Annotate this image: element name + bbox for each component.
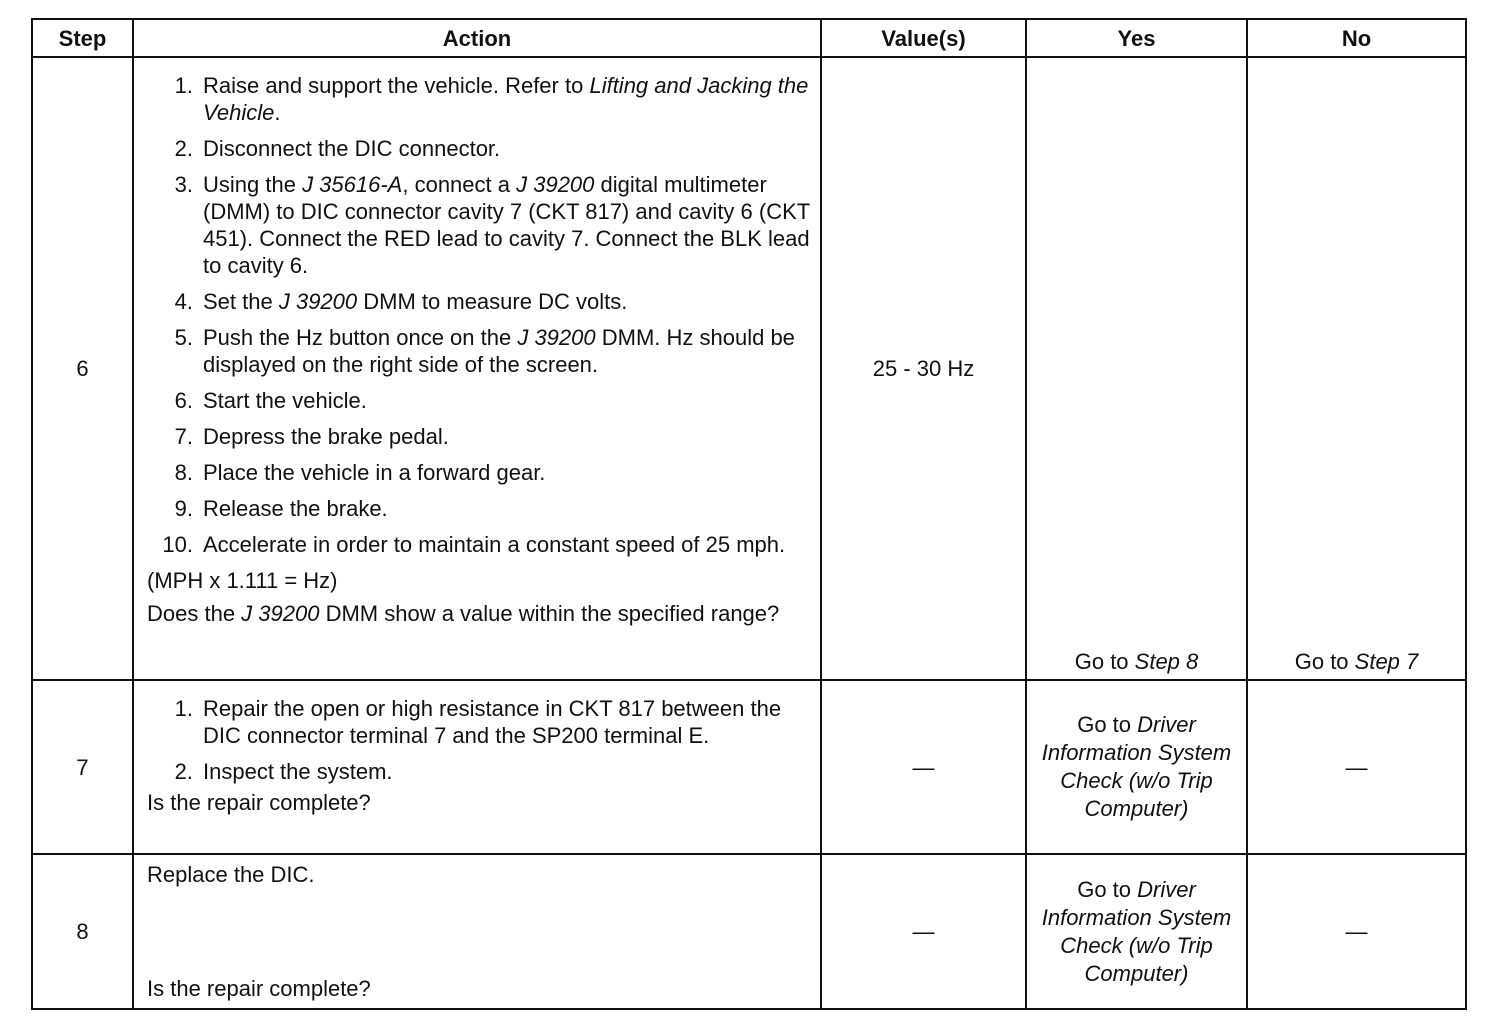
yes-prefix: Go to [1077, 712, 1138, 737]
no-prefix: Go to [1294, 649, 1355, 674]
question-part: DMM show a value within the specified range? [319, 601, 780, 626]
list-item [147, 695, 810, 749]
item-text [203, 324, 810, 378]
item-number: 1. [174, 696, 193, 721]
item-text: Start the vehicle. [203, 388, 367, 413]
item-number: 7. [174, 424, 193, 449]
list-item [147, 135, 810, 162]
action-cell [133, 854, 821, 1009]
item-text: Repair the open or high resistance in CKT 817 between the DIC connector terminal 7 and the SP200 terminal E. [203, 696, 782, 748]
list-item [147, 72, 810, 126]
item-text: Inspect the system. [203, 759, 393, 784]
question-part: Does the [147, 601, 242, 626]
item-text: Release the brake. [203, 496, 388, 521]
step-number: 8 [32, 854, 133, 1009]
yes-cell [1026, 680, 1247, 854]
question-text: Is the repair complete? [147, 790, 371, 815]
action-cell [133, 57, 821, 680]
item-text-part: , connect a [402, 172, 517, 197]
item-text: Accelerate in order to maintain a constant speed of 25 mph. [203, 532, 786, 557]
question-text: Is the repair complete? [147, 976, 371, 1001]
value-cell: — [821, 680, 1026, 854]
list-item [147, 324, 810, 378]
item-number: 8. [174, 460, 193, 485]
diagnostic-table [31, 18, 1467, 1010]
yes-cell [1026, 854, 1247, 1009]
list-item [147, 758, 810, 785]
item-text-part: Raise and support the vehicle. Refer to [203, 73, 590, 98]
header-no: No [1247, 19, 1466, 57]
yes-prefix: Go to [1074, 649, 1135, 674]
item-number: 4. [174, 289, 193, 314]
item-number: 9. [174, 496, 193, 521]
step-number: 6 [32, 57, 133, 680]
header-step: Step [32, 19, 133, 57]
manual-reference: Lifting and Jacking the Vehicle [203, 73, 809, 125]
item-text-part: Push the Hz button once on the [203, 325, 518, 350]
header-action: Action [133, 19, 821, 57]
list-item [147, 495, 810, 522]
item-number: 1. [174, 73, 193, 98]
no-cell: — [1247, 854, 1466, 1009]
item-text [203, 72, 810, 126]
item-number: 2. [174, 759, 193, 784]
tool-reference: J 39200 [278, 289, 358, 314]
yes-check-reference: Driver Information System Check (w/o Trip Computer) [1041, 712, 1232, 821]
header-row [32, 19, 1466, 57]
item-number: 3. [174, 172, 193, 197]
list-item [147, 387, 810, 414]
table-row-step-7 [32, 680, 1466, 854]
tool-reference: J 39200 [241, 601, 320, 626]
value-cell: 25 - 30 Hz [821, 57, 1026, 680]
list-item [147, 288, 810, 315]
item-text: Depress the brake pedal. [203, 424, 449, 449]
yes-check-reference: Driver Information System Check (w/o Trip Computer) [1041, 876, 1232, 986]
spacer [147, 888, 810, 975]
action-text: Replace the DIC. [147, 862, 315, 887]
item-text-part: DMM. Hz should be displayed on the right side of the screen. [203, 325, 795, 377]
formula-text: (MPH x 1.111 = Hz) [147, 568, 338, 593]
value-cell: — [821, 854, 1026, 1009]
list-item [147, 531, 810, 558]
header-yes: Yes [1026, 19, 1247, 57]
tool-reference: J 39200 [517, 325, 596, 350]
yes-link[interactable] [1027, 876, 1246, 988]
list-item [147, 171, 810, 279]
list-item [147, 459, 810, 486]
list-item [147, 423, 810, 450]
yes-prefix: Go to [1077, 876, 1138, 902]
yes-step-reference: Step 8 [1134, 649, 1199, 674]
tool-reference: J 39200 [516, 172, 595, 197]
action-cell [133, 680, 821, 854]
table-row-step-6 [32, 57, 1466, 680]
no-cell [1247, 57, 1466, 680]
item-text-part: . [274, 100, 281, 125]
item-number: 2. [174, 136, 193, 161]
no-step-reference: Step 7 [1354, 649, 1419, 674]
action-list [147, 72, 810, 558]
tool-reference: J 35616-A [302, 172, 403, 197]
item-text [203, 288, 810, 315]
item-text-part: digital multimeter (DMM) to DIC connector cavity 7 (CKT 817) and cavity 6 (CKT 451). Connect the RED lead to cavity 7. Connect the BLK lead to cavity 6. [203, 172, 810, 278]
yes-link[interactable] [1075, 649, 1199, 674]
header-values: Value(s) [821, 19, 1026, 57]
no-link[interactable] [1295, 649, 1419, 674]
action-list [147, 695, 810, 785]
item-text: Place the vehicle in a forward gear. [203, 460, 546, 485]
item-text-part: Set the [203, 289, 279, 314]
item-text-part: DMM to measure DC volts. [357, 289, 628, 314]
item-number: 5. [174, 325, 193, 350]
table-row-step-8 [32, 854, 1466, 1009]
question-text [147, 600, 810, 627]
yes-cell [1026, 57, 1247, 680]
item-number: 6. [174, 388, 193, 413]
item-number: 10. [162, 532, 193, 557]
item-text-part: Using the [203, 172, 303, 197]
item-text [203, 171, 810, 279]
item-text: Disconnect the DIC connector. [203, 136, 501, 161]
step-number: 7 [32, 680, 133, 854]
yes-link[interactable] [1027, 711, 1246, 823]
no-cell: — [1247, 680, 1466, 854]
